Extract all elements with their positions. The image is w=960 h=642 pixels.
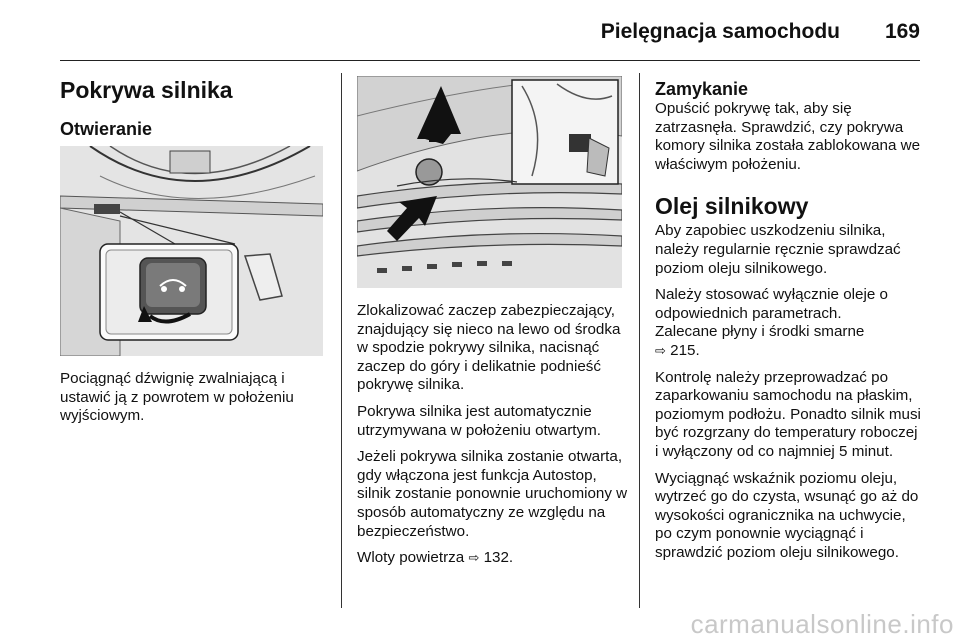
watermark: carmanualsonline.info	[690, 609, 954, 639]
column-divider-1	[341, 73, 342, 608]
paragraph-autostop: Jeżeli pokrywa silnika zostanie otwarta, gdy włączona jest funkcja Autostop, silnik zostanie ponownie uruchomiony w sposób automatyczny ze względu na bezpieczeństwo.	[357, 448, 628, 540]
hood-release-illustration	[60, 146, 323, 356]
paragraph-recommended-fluids	[655, 323, 925, 360]
air-intakes-text: Wloty powietrza	[357, 549, 465, 567]
paragraph-check-conditions: Kontrolę należy przeprowadzać po zaparkowaniu samochodu na płaskim, poziomym podłożu. Ponadto silnik musi być rozgrzany do temperatury roboczej i wyłączony od co najmniej 5 minut.	[655, 368, 921, 460]
paragraph-closing: Opuścić pokrywę tak, aby się zatrzasnęła. Sprawdzić, czy pokrywa komory silnika została zablokowana we właściwym położeniu.	[655, 100, 921, 173]
page-reference-arrow-icon: ⇨	[655, 342, 666, 358]
hood-release-lever-image	[60, 146, 323, 356]
page-number: 169	[884, 20, 920, 43]
hood-catch-image	[357, 76, 622, 288]
left-column	[60, 76, 330, 140]
page-reference-arrow-icon: ⇨	[468, 550, 480, 566]
left-column-text	[60, 370, 330, 434]
subheading-closing: Zamykanie	[655, 79, 749, 99]
paragraph-held-open: Pokrywa silnika jest automatycznie utrzymywana w położeniu otwartym.	[357, 402, 601, 439]
section-heading-engine-oil: Olej silnikowy	[655, 193, 809, 220]
paragraph-pull-lever: Pociągnąć dźwignię zwalniającą i ustawić ją z powrotem w położeniu wyjściowym.	[60, 370, 294, 425]
paragraph-air-intakes	[357, 549, 629, 568]
header-title: Pielęgnacja samochodu	[600, 20, 840, 43]
section-heading-bonnet: Pokrywa silnika	[60, 77, 233, 103]
right-column	[655, 78, 925, 570]
paragraph-check-oil: Aby zapobiec uszkodzeniu silnika, należy regularnie ręcznie sprawdzać poziom oleju silnikowego.	[655, 222, 901, 277]
header-rule	[60, 60, 920, 61]
middle-column-text	[357, 302, 629, 576]
hood-catch-illustration	[357, 76, 622, 288]
paragraph-dipstick: Wyciągnąć wskaźnik poziomu oleju, wytrzeć go do czysta, wsunąć go aż do wysokości ogranicznika na uchwycie, po czym ponownie wyciągnąć i sprawdzić poziom oleju silnikowego.	[655, 469, 919, 561]
subheading-opening: Otwieranie	[60, 119, 153, 139]
recommended-fluids-text: Zalecane płyny i środki smarne	[655, 323, 865, 341]
air-intakes-page-ref[interactable]: 132.	[483, 549, 514, 567]
column-divider-2	[639, 73, 640, 608]
page-header	[60, 14, 920, 54]
paragraph-oil-spec: Należy stosować wyłącznie oleje o odpowiednich parametrach.	[655, 286, 888, 322]
paragraph-locate-catch: Zlokalizować zaczep zabezpieczający, znajdujący się nieco na lewo od środka w spodzie pokrywy silnika, nacisnąć zaczep do góry i delikatnie podnieść pokrywę silnika.	[357, 302, 621, 394]
recommended-fluids-page-ref[interactable]: 215.	[670, 341, 700, 359]
